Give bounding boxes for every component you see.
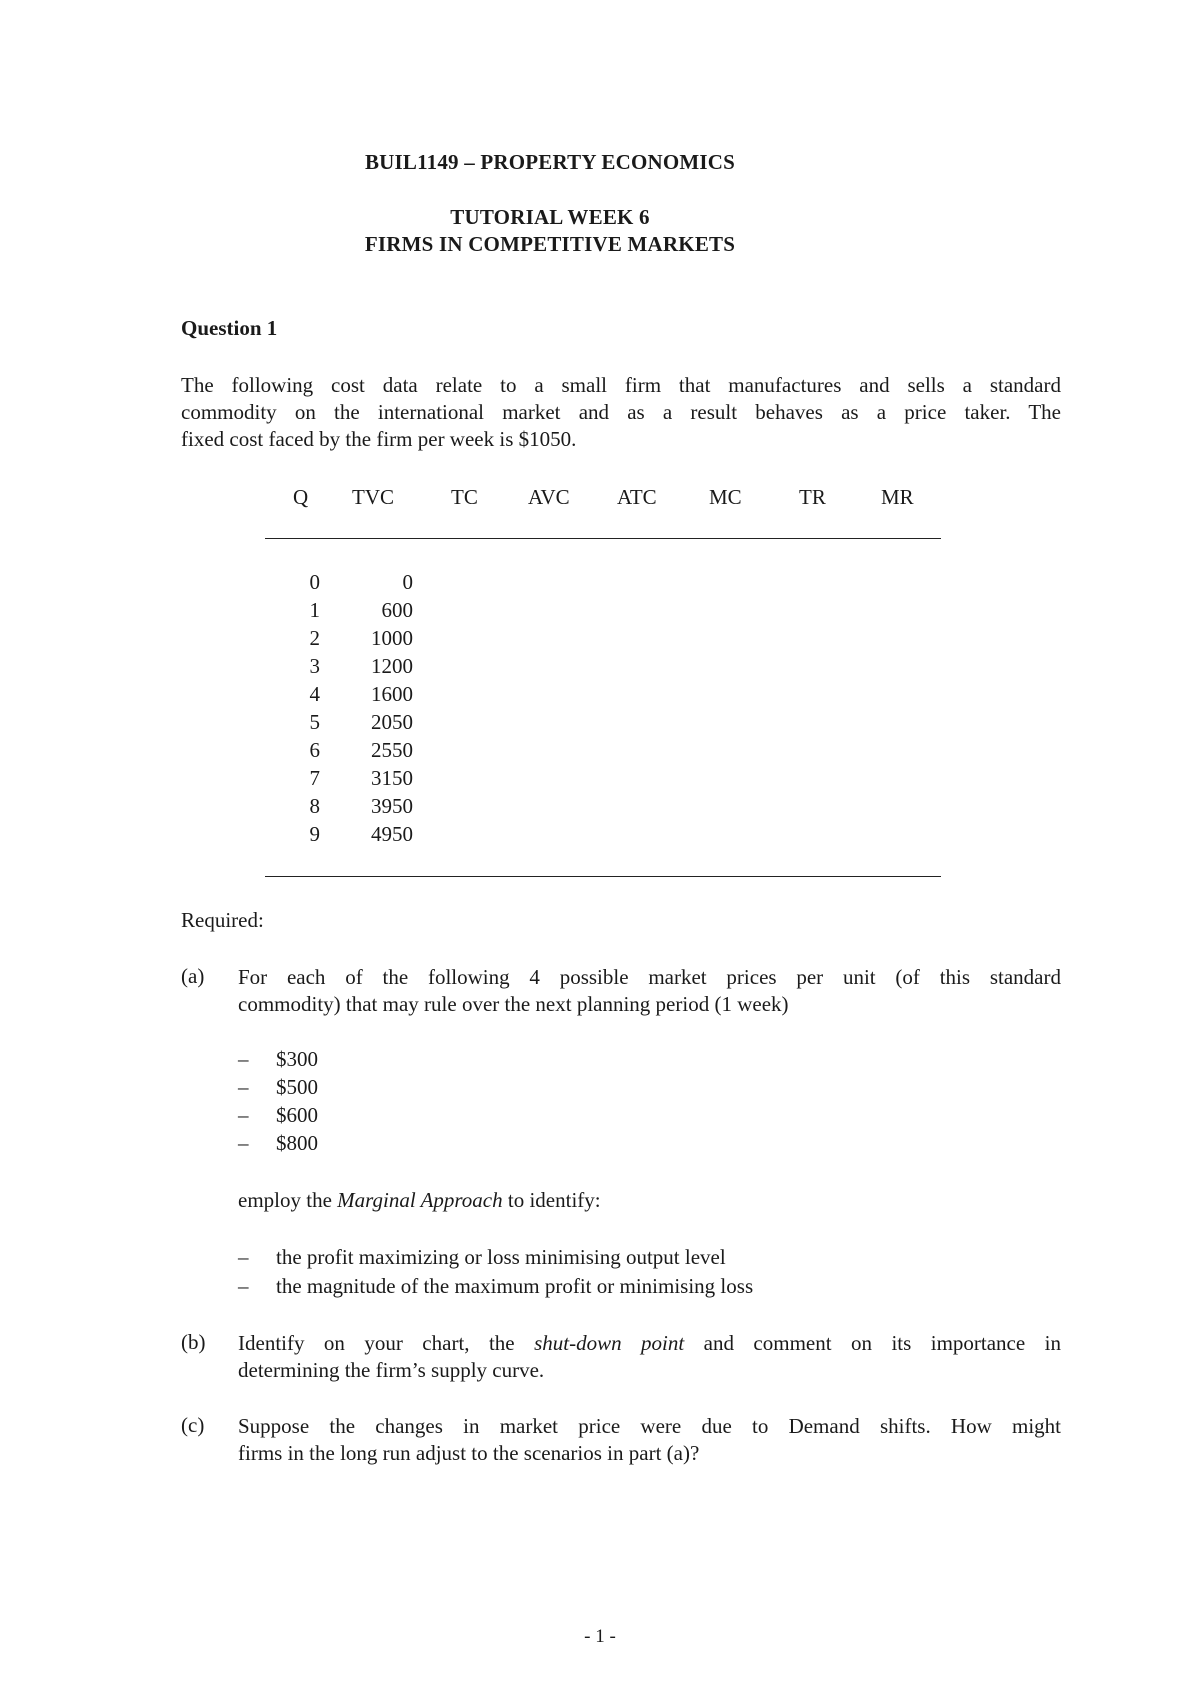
column-header-q: Q <box>293 485 309 509</box>
part-b-label: (b) <box>181 1330 206 1354</box>
column-header-avc: AVC <box>528 485 570 509</box>
intro-line: The following cost data relate to a small firm that manufactures and sells a standard <box>181 373 1061 397</box>
table-cell-q: 2 <box>309 626 320 650</box>
required-label: Required: <box>181 908 264 932</box>
part-a-label: (a) <box>181 964 205 988</box>
column-header-tvc: TVC <box>352 485 394 509</box>
table-cell-tvc: 2550 <box>371 738 413 762</box>
table-cell-q: 8 <box>309 794 320 818</box>
topic-title: FIRMS IN COMPETITIVE MARKETS <box>364 232 736 256</box>
question-heading: Question 1 <box>181 316 278 340</box>
table-bottom-rule <box>265 876 941 877</box>
identify-text: the profit maximizing or loss minimising output level <box>276 1245 726 1269</box>
table-cell-q: 9 <box>309 822 320 846</box>
part-a-text <box>238 964 1061 1018</box>
price-value: $600 <box>276 1103 318 1127</box>
price-item <box>238 1131 318 1156</box>
part-c-line: firms in the long run adjust to the scenarios in part (a)? <box>238 1441 700 1465</box>
employ-line <box>238 1188 601 1213</box>
table-top-rule <box>265 538 941 539</box>
table-cell-tvc: 2050 <box>371 710 413 734</box>
table-cell-tvc: 1600 <box>371 682 413 706</box>
table-cell-q: 4 <box>309 682 320 706</box>
price-item <box>238 1103 318 1128</box>
identify-item <box>238 1274 753 1299</box>
dash-marker: – <box>238 1274 249 1298</box>
dash-marker: – <box>238 1103 249 1127</box>
employ-italic: Marginal Approach <box>337 1188 503 1212</box>
part-b-line: determining the firm’s supply curve. <box>238 1358 545 1382</box>
page-number: - 1 - <box>584 1626 616 1647</box>
column-header-tc: TC <box>451 485 478 509</box>
table-cell-tvc: 600 <box>381 598 413 622</box>
part-a-line: For each of the following 4 possible market prices per unit (of this standard <box>238 965 1061 989</box>
price-item <box>238 1075 318 1100</box>
part-b-text <box>238 1330 1061 1384</box>
price-item <box>238 1047 318 1072</box>
employ-suffix: to identify: <box>502 1188 601 1212</box>
dash-marker: – <box>238 1245 249 1269</box>
table-cell-tvc: 1000 <box>371 626 413 650</box>
dash-marker: – <box>238 1131 249 1155</box>
course-title: BUIL1149 – PROPERTY ECONOMICS <box>364 150 736 174</box>
part-a-line: commodity) that may rule over the next planning period (1 week) <box>238 992 789 1016</box>
part-b-suffix: and comment on its importance in <box>684 1331 1061 1355</box>
part-c-text <box>238 1413 1061 1467</box>
part-c-label: (c) <box>181 1413 205 1437</box>
intro-line: fixed cost faced by the firm per week is $1050. <box>181 427 577 451</box>
part-b-line <box>238 1330 1061 1357</box>
part-c-line: Suppose the changes in market price were due to Demand shifts. How might <box>238 1414 1061 1438</box>
employ-prefix: employ the <box>238 1188 338 1212</box>
table-cell-tvc: 4950 <box>371 822 413 846</box>
table-cell-tvc: 0 <box>402 570 413 594</box>
intro-paragraph <box>181 372 1061 453</box>
table-cell-q: 5 <box>309 710 320 734</box>
column-header-mc: MC <box>709 485 742 509</box>
price-value: $500 <box>276 1075 318 1099</box>
column-header-atc: ATC <box>617 485 657 509</box>
tutorial-title: TUTORIAL WEEK 6 <box>450 205 650 229</box>
price-value: $800 <box>276 1131 318 1155</box>
table-cell-q: 3 <box>309 654 320 678</box>
part-b-italic: shut-down point <box>534 1331 685 1355</box>
dash-marker: – <box>238 1075 249 1099</box>
identify-text: the magnitude of the maximum profit or minimising loss <box>276 1274 754 1298</box>
intro-line: commodity on the international market and as a result behaves as a price taker. The <box>181 400 1061 424</box>
part-b-prefix: Identify on your chart, the <box>238 1331 535 1355</box>
table-cell-q: 1 <box>309 598 320 622</box>
table-cell-q: 7 <box>309 766 320 790</box>
table-cell-tvc: 1200 <box>371 654 413 678</box>
dash-marker: – <box>238 1047 249 1071</box>
table-cell-q: 0 <box>309 570 320 594</box>
price-value: $300 <box>276 1047 318 1071</box>
column-header-mr: MR <box>881 485 914 509</box>
table-cell-tvc: 3950 <box>371 794 413 818</box>
identify-item <box>238 1245 726 1270</box>
table-cell-tvc: 3150 <box>371 766 413 790</box>
column-header-tr: TR <box>799 485 826 509</box>
table-cell-q: 6 <box>309 738 320 762</box>
